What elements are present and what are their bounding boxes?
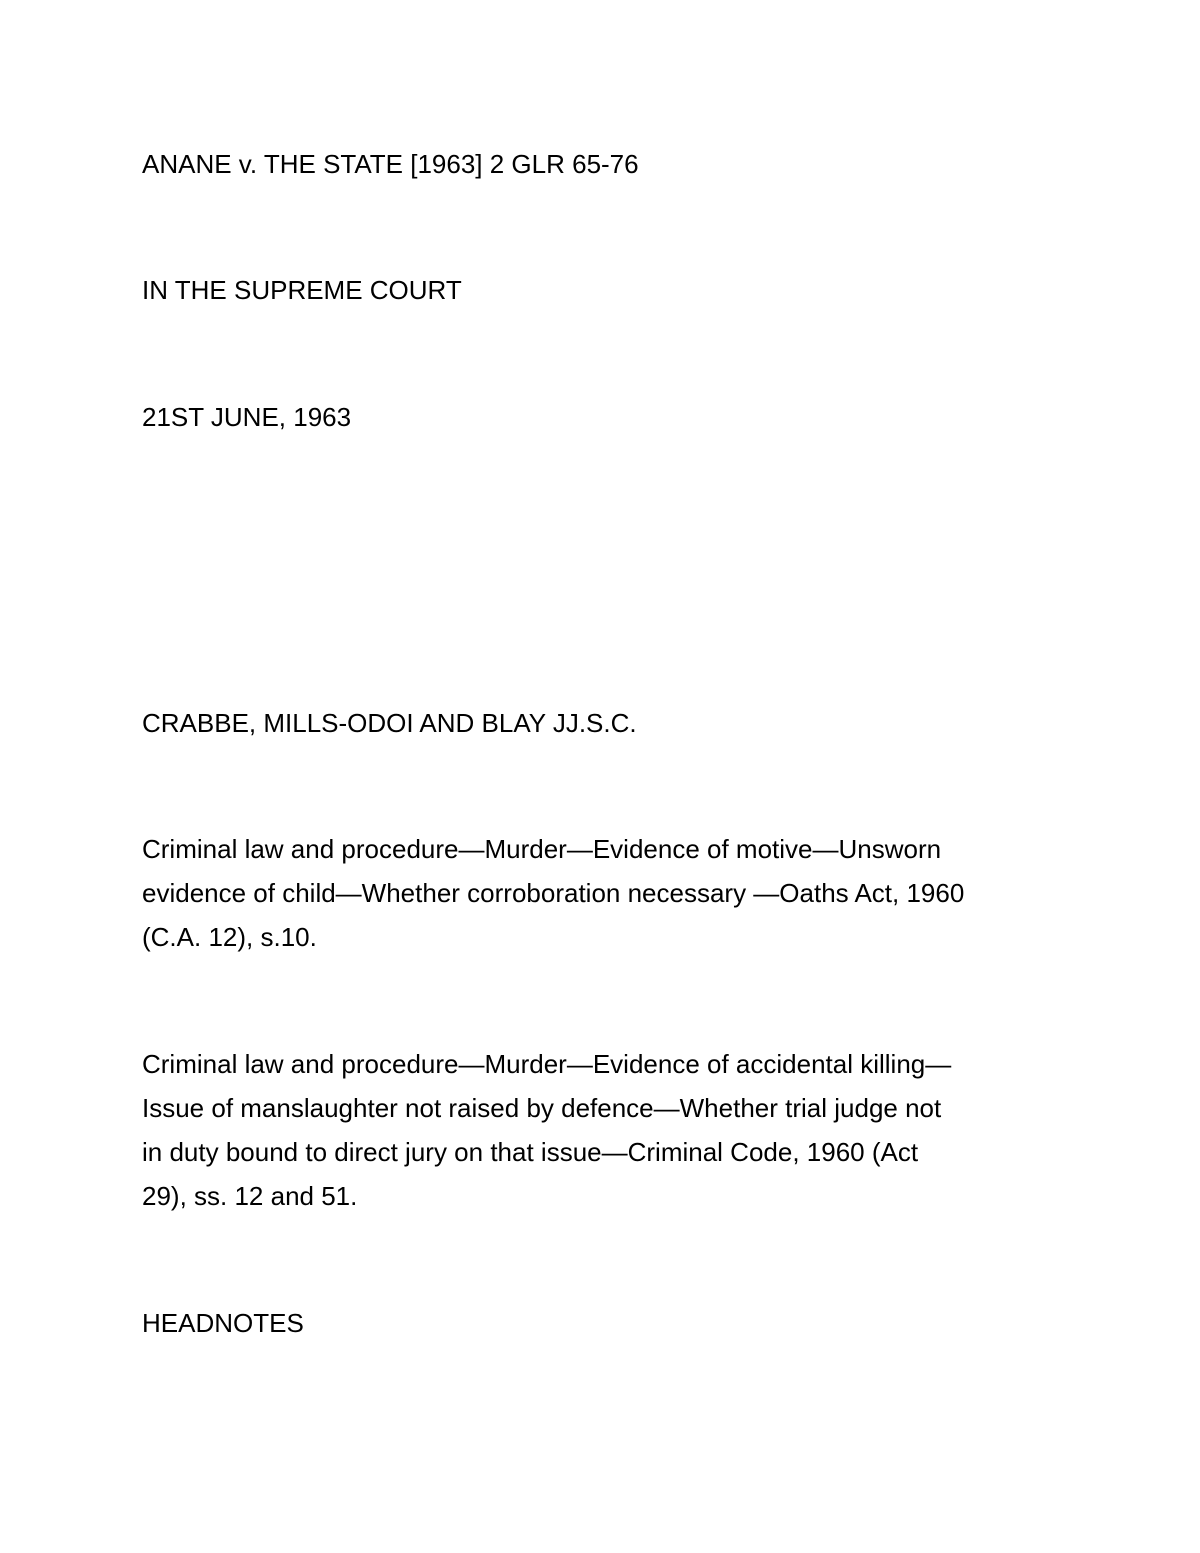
case-title: ANANE v. THE STATE [1963] 2 GLR 65-76 — [142, 149, 639, 179]
subject-2-line-3: in duty bound to direct jury on that issue—Criminal Code, 1960 (Act — [142, 1137, 919, 1167]
judgment-date: 21ST JUNE, 1963 — [142, 402, 352, 432]
subject-2-line-2: Issue of manslaughter not raised by defence—Whether trial judge not — [142, 1093, 942, 1123]
court-name: IN THE SUPREME COURT — [142, 275, 462, 305]
subject-1-line-2: evidence of child—Whether corroboration necessary —Oaths Act, 1960 — [142, 878, 965, 908]
subject-1-line-1: Criminal law and procedure—Murder—Evidence of motive—Unsworn — [142, 834, 942, 864]
subject-paragraph-1 — [142, 827, 964, 959]
subject-1-line-3: (C.A. 12), s.10. — [142, 922, 317, 952]
subject-2-line-1: Criminal law and procedure—Murder—Evidence of accidental killing— — [142, 1049, 952, 1079]
headnotes-heading: HEADNOTES — [142, 1308, 304, 1338]
judges-line: CRABBE, MILLS-ODOI AND BLAY JJ.S.C. — [142, 708, 637, 738]
subject-2-line-4: 29), ss. 12 and 51. — [142, 1181, 358, 1211]
subject-paragraph-2 — [142, 1042, 951, 1218]
